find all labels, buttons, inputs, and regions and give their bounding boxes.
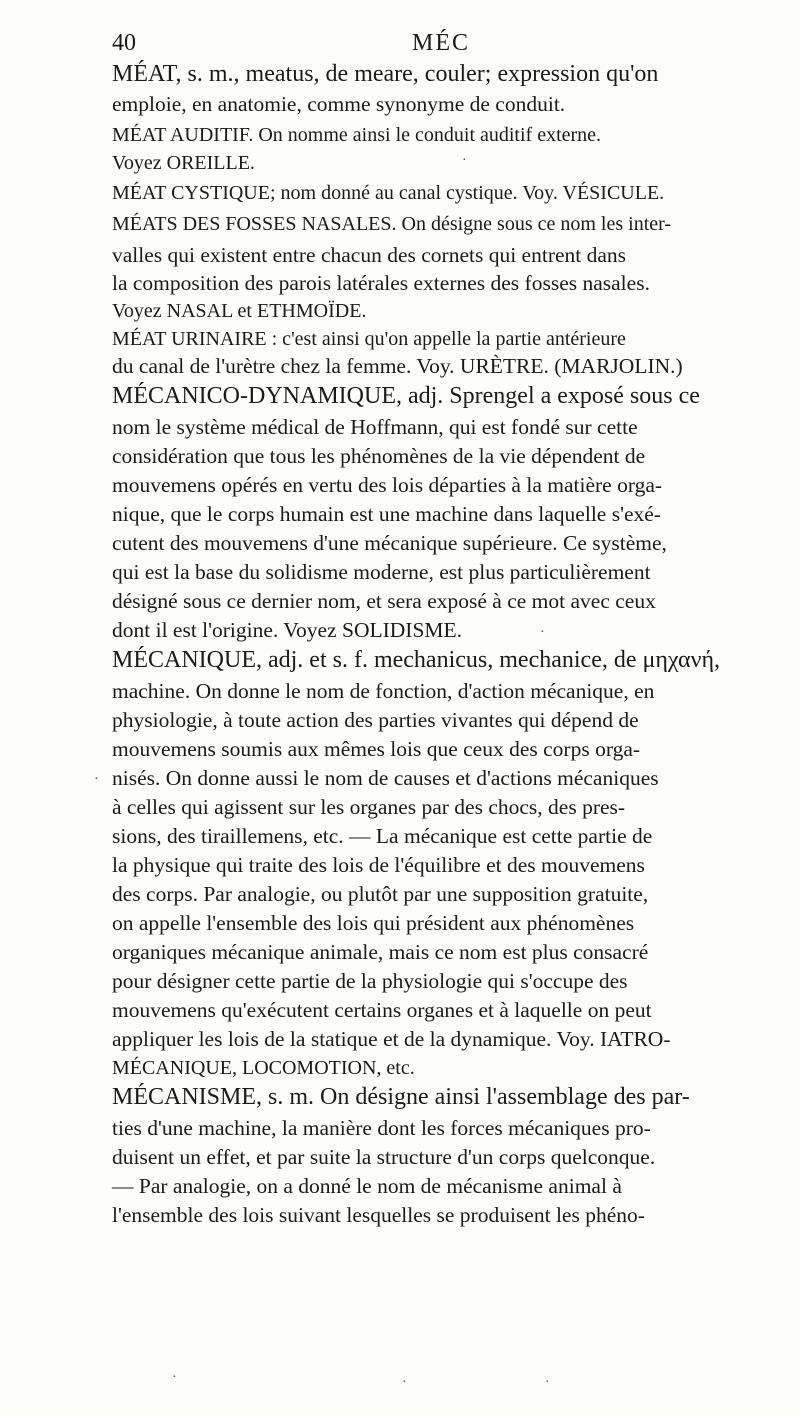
text-line: mouvemens soumis aux mêmes lois que ceux des corps orga- — [112, 737, 641, 761]
text-line: la composition des parois latérales externes des fosses nasales. — [112, 271, 650, 295]
text-line: ties d'une machine, la manière dont les forces mécaniques pro- — [112, 1116, 651, 1140]
text-line: nisés. On donne aussi le nom de causes et d'actions mécaniques — [112, 766, 659, 790]
print-speck: · — [540, 625, 545, 640]
print-speck: · — [402, 1375, 407, 1390]
print-speck: · — [172, 1370, 177, 1385]
text-line: MÉAT CYSTIQUE; nom donné au canal cystique. Voy. VÉSICULE. — [112, 182, 665, 204]
text-line: emploie, en anatomie, comme synonyme de conduit. — [112, 92, 566, 116]
running-head: MÉC — [412, 30, 471, 56]
text-line: considération que tous les phénomènes de la vie dépendent de — [112, 444, 646, 468]
text-line: MÉCANISME, s. m. On désigne ainsi l'assemblage des par- — [112, 1084, 690, 1110]
text-line: du canal de l'urètre chez la femme. Voy. URÈTRE. (MARJOLIN.) — [112, 354, 683, 378]
text-line: des corps. Par analogie, ou plutôt par une supposition gratuite, — [112, 882, 649, 906]
text-line: sions, des tiraillemens, etc. — La mécanique est cette partie de — [112, 824, 653, 848]
text-line: duisent un effet, et par suite la structure d'un corps quelconque. — [112, 1145, 656, 1169]
text-line: on appelle l'ensemble des lois qui président aux phénomènes — [112, 911, 635, 935]
text-line: MÉAT, s. m., meatus, de meare, couler; expression qu'on — [112, 61, 659, 87]
text-line: organiques mécanique animale, mais ce nom est plus consacré — [112, 940, 649, 964]
print-speck: · — [94, 772, 99, 787]
text-line: appliquer les lois de la statique et de la dynamique. Voy. IATRO- — [112, 1027, 671, 1051]
text-line: Voyez OREILLE. — [112, 152, 255, 174]
text-line: MÉCANICO-DYNAMIQUE, adj. Sprengel a exposé sous ce — [112, 383, 700, 409]
text-line: qui est la base du solidisme moderne, est plus particulièrement — [112, 560, 651, 584]
text-line: — Par analogie, on a donné le nom de mécanisme animal à — [112, 1174, 622, 1198]
text-line: cutent des mouvemens d'une mécanique supérieure. Ce système, — [112, 531, 667, 555]
text-line: nique, que le corps humain est une machine dans laquelle s'exé- — [112, 502, 661, 526]
text-line: machine. On donne le nom de fonction, d'action mécanique, en — [112, 679, 655, 703]
text-line: la physique qui traite des lois de l'équilibre et des mouvemens — [112, 853, 645, 877]
text-line: l'ensemble des lois suivant lesquelles se produisent les phéno- — [112, 1203, 645, 1227]
text-line: MÉCANIQUE, adj. et s. f. mechanicus, mechanice, de μηχανή, — [112, 647, 721, 673]
text-line: Voyez NASAL et ETHMOÏDE. — [112, 300, 367, 322]
print-speck: · — [462, 153, 467, 168]
text-line: MÉATS DES FOSSES NASALES. On désigne sous ce nom les inter- — [112, 213, 672, 235]
text-line: MÉCANIQUE, LOCOMOTION, etc. — [112, 1057, 415, 1079]
text-line: pour désigner cette partie de la physiologie qui s'occupe des — [112, 969, 628, 993]
text-line: MÉAT URINAIRE : c'est ainsi qu'on appelle la partie antérieure — [112, 328, 626, 350]
text-line: désigné sous ce dernier nom, et sera exposé à ce mot avec ceux — [112, 589, 656, 613]
text-line: à celles qui agissent sur les organes par des chocs, des pres- — [112, 795, 626, 819]
page-number: 40 — [112, 30, 136, 56]
print-speck: · — [545, 1375, 550, 1390]
text-line: valles qui existent entre chacun des cornets qui entrent dans — [112, 243, 627, 267]
text-line: mouvemens qu'exécutent certains organes et à laquelle on peut — [112, 998, 652, 1022]
text-line: physiologie, à toute action des parties vivantes qui dépend de — [112, 708, 639, 732]
text-line: nom le système médical de Hoffmann, qui est fondé sur cette — [112, 415, 638, 439]
text-line: mouvemens opérés en vertu des lois départies à la matière orga- — [112, 473, 663, 497]
page-header — [0, 30, 800, 60]
text-line: MÉAT AUDITIF. On nomme ainsi le conduit auditif externe. — [112, 124, 602, 146]
text-line: dont il est l'origine. Voyez SOLIDISME. — [112, 618, 463, 642]
